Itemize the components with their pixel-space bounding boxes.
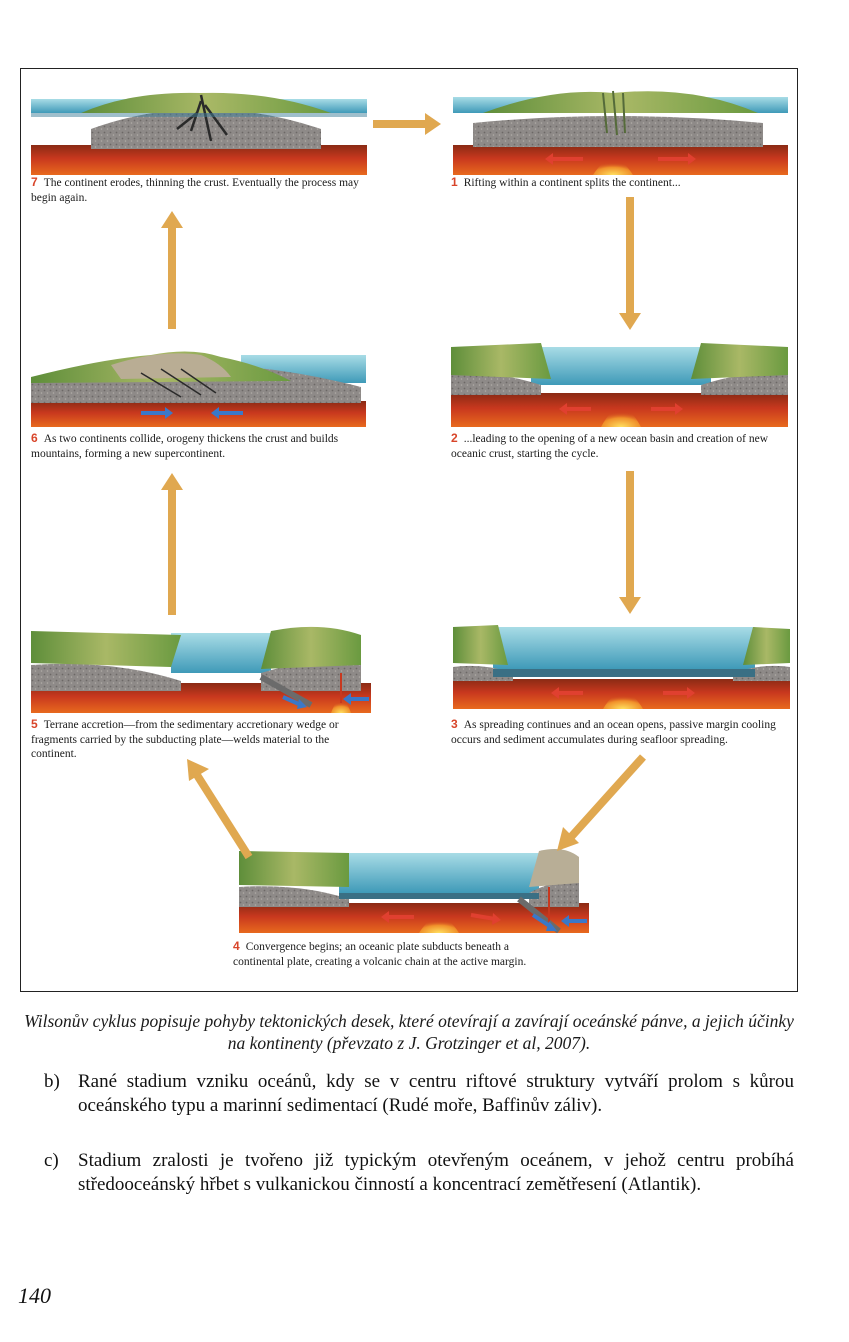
- stage-6-caption: 6 As two continents collide, orogeny thickens the crust and builds mountains, forming a new supercontinent.: [31, 431, 339, 460]
- list-marker-c: c): [44, 1150, 59, 1171]
- arrow-6-to-7: [161, 211, 183, 329]
- list-text-b: Rané stadium vzniku oceánů, kdy se v centru riftové struktury vytváří prolom s kůrou oceánského typu a marinní sedimentací (Rudé moře, Baffinův záliv).: [78, 1071, 794, 1116]
- stage-2-diagram: [451, 339, 788, 427]
- arrow-4-to-5: [183, 757, 255, 861]
- stage-3-diagram: [453, 623, 790, 709]
- arrow-1-to-2: [619, 197, 641, 331]
- page-number: 140: [18, 1283, 51, 1308]
- arrow-2-to-3: [619, 471, 641, 615]
- stage-7-diagram: [31, 83, 367, 175]
- stage-1-caption: 1 Rifting within a continent splits the continent...: [451, 175, 681, 189]
- arrow-3-to-4: [553, 753, 649, 853]
- list-text-c: Stadium zralosti je tvořeno již typickým otevřeným oceánem, v jehož centru probíhá středooceánský hřbet s vulkanickou činností a koncentrací zemětřesení (Atlantik).: [78, 1150, 794, 1195]
- stage-1-diagram: [453, 83, 788, 175]
- stage-5-diagram: [31, 625, 371, 713]
- stage-6-diagram: [31, 347, 366, 427]
- list-item-b: [44, 1070, 794, 1118]
- stage-4-diagram: [239, 847, 589, 933]
- stage-7-caption: 7 The continent erodes, thinning the crust. Eventually the process may begin again.: [31, 175, 359, 204]
- stage-3-caption: 3 As spreading continues and an ocean opens, passive margin cooling occurs and sediment accumulates during seafloor spreading.: [451, 717, 776, 746]
- list-item-c: [44, 1149, 794, 1197]
- arrow-7-to-1: [373, 113, 443, 135]
- list-marker-b: b): [44, 1071, 60, 1092]
- figure-frame: [20, 68, 798, 992]
- arrow-5-to-6: [161, 473, 183, 615]
- figure-caption: Wilsonův cyklus popisuje pohyby tektonických desek, které otevírají a zavírají oceánské pánve, a jejich účinky na kontinenty (převzato z J. Grotzinger et al, 2007).: [24, 1011, 794, 1053]
- stage-5-caption: 5 Terrane accretion—from the sedimentary accretionary wedge or fragments carried by the subducting plate—welds material to the continent.: [31, 717, 339, 760]
- stage-2-caption: 2 ...leading to the opening of a new ocean basin and creation of new oceanic crust, starting the cycle.: [451, 431, 769, 460]
- stage-4-caption: 4 Convergence begins; an oceanic plate subducts beneath a continental plate, creating a volcanic chain at the active margin.: [233, 939, 527, 968]
